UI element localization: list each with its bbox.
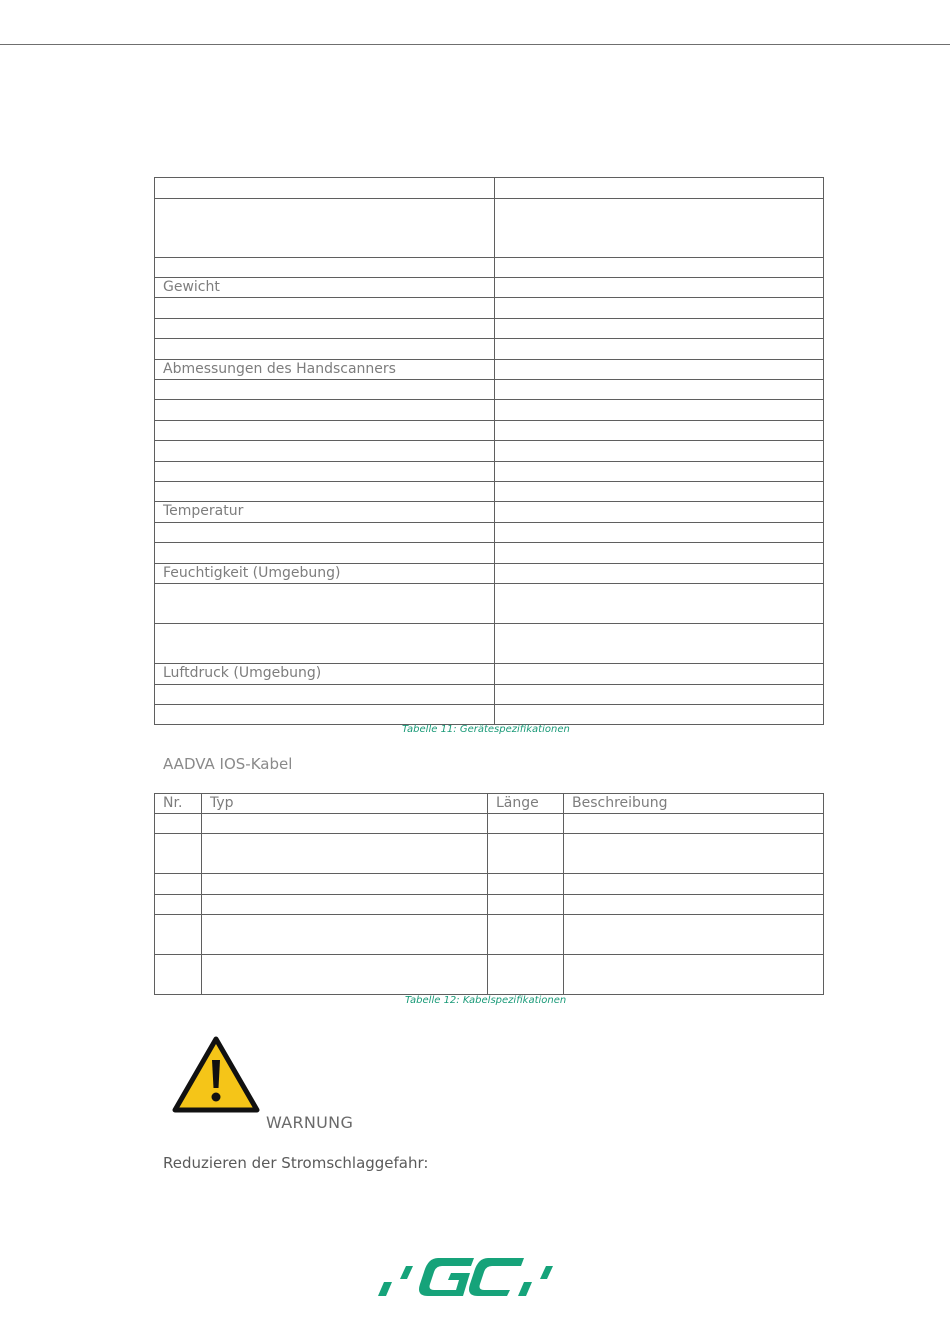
spec-label-cell (155, 441, 495, 462)
spec-row (155, 319, 824, 339)
cable-cell (564, 895, 824, 915)
spec-value-cell (495, 543, 824, 564)
spec-label-cell (155, 380, 495, 400)
spec-row (155, 502, 824, 523)
cable-cell (202, 874, 488, 895)
warning-triangle-icon (172, 1036, 260, 1114)
cable-row (155, 874, 824, 895)
cable-row (155, 834, 824, 874)
spec-label-cell (155, 400, 495, 421)
header-rule (0, 44, 950, 45)
spec-row (155, 339, 824, 360)
spec-row (155, 685, 824, 705)
spec-label-cell (155, 482, 495, 502)
spec-row (155, 584, 824, 624)
spec-value-cell (495, 502, 824, 523)
spec-value-cell (495, 523, 824, 543)
spec-value-cell (495, 441, 824, 462)
spec-value-cell (495, 278, 824, 298)
spec-label-cell (155, 584, 495, 624)
spec-value-cell (495, 400, 824, 421)
cable-cell (202, 955, 488, 995)
header-typ: Typ (202, 794, 488, 814)
spec-label-cell (155, 462, 495, 482)
spec-value-cell (495, 564, 824, 584)
cable-row (155, 955, 824, 995)
cable-cell (564, 874, 824, 895)
header-nr: Nr. (155, 794, 202, 814)
spec-value-cell (495, 462, 824, 482)
cable-cell (155, 955, 202, 995)
cable-row (155, 915, 824, 955)
spec-label-cell: Gewicht (155, 278, 495, 298)
cable-cell (202, 895, 488, 915)
cable-cell (202, 814, 488, 834)
spec-label-cell (155, 178, 495, 199)
spec-row (155, 178, 824, 199)
spec-label-cell: Feuchtigkeit (Umgebung) (155, 564, 495, 584)
warning-label: WARNUNG (266, 1113, 354, 1132)
warning-text: Reduzieren der Stromschlaggefahr: (163, 1154, 429, 1172)
spec-value-cell (495, 258, 824, 278)
spec-row (155, 380, 824, 400)
spec-row (155, 564, 824, 584)
spec-row (155, 400, 824, 421)
spec-row (155, 543, 824, 564)
device-spec-table (154, 177, 824, 725)
cable-cell (488, 955, 564, 995)
spec-value-cell (495, 624, 824, 664)
spec-label-cell (155, 339, 495, 360)
spec-value-cell (495, 421, 824, 441)
cable-cell (155, 874, 202, 895)
spec-label-cell (155, 685, 495, 705)
spec-label-cell (155, 258, 495, 278)
spec-table-caption: Tabelle 11: Gerätespezifikationen (402, 724, 570, 735)
spec-row (155, 705, 824, 725)
spec-label-cell: Luftdruck (Umgebung) (155, 664, 495, 685)
spec-label-cell (155, 319, 495, 339)
gc-logo (376, 1252, 576, 1300)
spec-row (155, 523, 824, 543)
cable-cell (564, 814, 824, 834)
cable-spec-table (154, 793, 824, 995)
spec-row (155, 360, 824, 380)
spec-value-cell (495, 360, 824, 380)
spec-value-cell (495, 199, 824, 258)
spec-label-cell (155, 543, 495, 564)
header-beschreibung: Beschreibung (564, 794, 824, 814)
cable-cell (202, 915, 488, 955)
spec-value-cell (495, 664, 824, 685)
cable-cell (488, 834, 564, 874)
spec-row (155, 258, 824, 278)
spec-row (155, 624, 824, 664)
spec-label-cell: Abmessungen des Handscanners (155, 360, 495, 380)
cable-cell (155, 814, 202, 834)
spec-row (155, 482, 824, 502)
cable-cell (155, 834, 202, 874)
spec-label-cell: Temperatur (155, 502, 495, 523)
header-laenge: Länge (488, 794, 564, 814)
cable-cell (488, 915, 564, 955)
cable-cell (564, 955, 824, 995)
spec-value-cell (495, 339, 824, 360)
spec-value-cell (495, 482, 824, 502)
spec-value-cell (495, 685, 824, 705)
spec-label-cell (155, 298, 495, 319)
cable-cell (564, 915, 824, 955)
spec-row (155, 664, 824, 685)
spec-value-cell (495, 380, 824, 400)
spec-value-cell (495, 298, 824, 319)
spec-value-cell (495, 584, 824, 624)
spec-label-cell (155, 421, 495, 441)
cable-cell (155, 895, 202, 915)
cable-cell (564, 834, 824, 874)
cable-section-heading: AADVA IOS-Kabel (163, 755, 293, 773)
spec-value-cell (495, 178, 824, 199)
spec-value-cell (495, 705, 824, 725)
spec-row (155, 441, 824, 462)
spec-label-cell (155, 523, 495, 543)
spec-row (155, 199, 824, 258)
spec-label-cell (155, 199, 495, 258)
cable-row (155, 814, 824, 834)
spec-row (155, 421, 824, 441)
spec-row (155, 278, 824, 298)
spec-row (155, 298, 824, 319)
cable-table-header-row (155, 794, 824, 814)
spec-label-cell (155, 624, 495, 664)
cable-cell (202, 834, 488, 874)
cable-cell (488, 874, 564, 895)
cable-table-caption: Tabelle 12: Kabelspezifikationen (405, 995, 567, 1006)
cable-cell (488, 895, 564, 915)
cable-cell (155, 915, 202, 955)
cable-row (155, 895, 824, 915)
spec-value-cell (495, 319, 824, 339)
spec-row (155, 462, 824, 482)
cable-cell (488, 814, 564, 834)
spec-label-cell (155, 705, 495, 725)
